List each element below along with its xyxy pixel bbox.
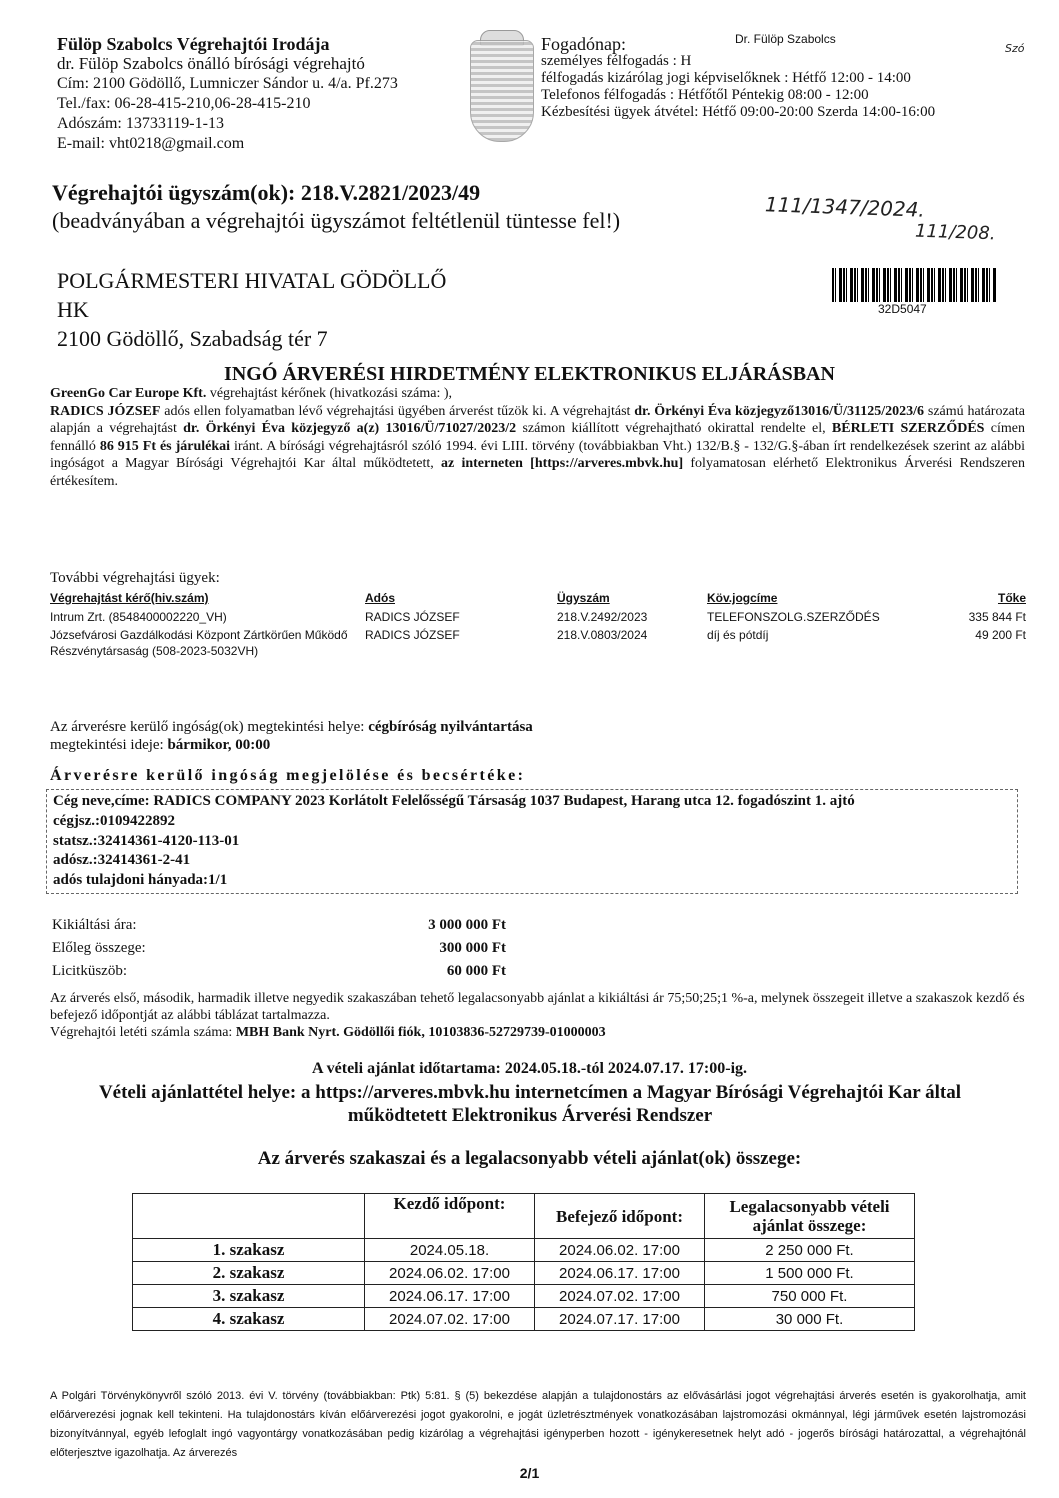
recipient-line2: HK [57,297,89,322]
intro-paragraph [50,385,1025,490]
stages-table [132,1193,915,1331]
item-registration-number: cégjsz.:0109422892 [53,813,176,829]
office-phone: Tel./fax: 06-28-415-210,06-28-415-210 [57,95,311,112]
price-value: 60 000 Ft [446,963,506,979]
header-case-number: Ügyszám [557,591,610,605]
stage-name: 2. szakasz [133,1262,365,1285]
header-creditor: Végrehajtást kérő(hiv.szám) [50,591,209,605]
table-row [133,1262,915,1285]
price-value: 300 000 Ft [439,940,506,956]
table-row [133,1239,915,1262]
stage-end: 2024.06.17. 17:00 [535,1262,705,1285]
auction-website: az interneten [https://arveres.mbvk.hu] [441,456,684,471]
header-start: Kezdő időpont: [365,1194,535,1239]
cell-creditor: Intrum Zrt. (8548400002220_VH) [50,610,227,624]
barcode-icon [832,268,997,302]
intro-text-3: számú határozata alapján a végrehajtást [50,403,1025,436]
stage-minimum-offer: 1 500 000 Ft. [705,1262,915,1285]
header-legal-basis: Köv.jogcíme [707,591,778,605]
viewing-time: bármikor, 00:00 [167,737,271,753]
stage-start: 2024.07.02. 17:00 [365,1308,535,1331]
creditor-name: GreenGo Car Europe Kft. [50,386,207,401]
item-description-box [46,789,1018,894]
barcode-number: 32D5047 [878,302,927,316]
reception-legal: félfogadás kizárólag jogi képviselőknek : Hétfő 12:00 - 14:00 [541,70,911,86]
office-tax-number: Adószám: 13733119-1-13 [57,115,224,132]
stage-minimum-offer: 750 000 Ft. [705,1285,915,1308]
intro-text-5: címen fennálló [50,421,1025,454]
header-debtor: Adós [365,591,395,605]
viewing-place-label: Az árverésre kerülő ingóság(ok) megtekintési helye: [50,719,369,735]
other-cases-header [50,591,1026,609]
debtor-name: RADICS JÓZSEF [50,403,161,419]
cell-capital: 335 844 Ft [968,610,1026,624]
stages-title: Az árverés szakaszai és a legalacsonyabb vételi ajánlat(ok) összege: [257,1148,802,1169]
intro-text-7: folyamatosan elérhető Elektronikus Árverési Rendszeren értékesítem. [50,456,1025,489]
table-row [50,627,1026,661]
item-company: Cég neve,címe: RADICS COMPANY 2023 Korlátolt Felelősségű Társaság 1037 Budapest, Harang utca 12. fogadószint 1. ajtó [53,793,855,809]
item-tax-number: adósz.:32414361-2-41 [53,852,191,868]
case-number-note: (beadványában a végrehajtói ügyszámot feltétlenül tüntesse fel!) [52,208,621,233]
stage-name: 4. szakasz [133,1308,365,1331]
offer-duration: A vételi ajánlat időtartama: 2024.05.18.-tól 2024.07.17. 17:00-ig. [311,1060,748,1077]
notary-decision-2: dr. Örkényi Éva közjegyző a(z) 13016/Ü/71027/2023/2 [183,421,517,436]
auction-notes [50,990,1030,1041]
intro-text-1: végrehajtást kérőnek (hivatkozási száma: ), [206,386,453,401]
stage-minimum-offer: 30 000 Ft. [705,1308,915,1331]
cell-case-number: 218.V.2492/2023 [557,610,648,624]
other-cases-title: További végrehajtási ügyek: [50,570,220,586]
hungarian-coat-of-arms-icon [470,40,534,142]
header-capital: Tőke [997,591,1026,605]
claim-amount: 86 915 Ft és járulékai [99,438,231,454]
office-header [57,34,398,154]
account-label: Végrehajtói letéti számla száma: [50,1025,236,1040]
table-row [50,609,1026,627]
other-cases [50,570,1030,661]
reception-personal: személyes félfogadás : H [541,53,692,69]
price-label: Licitküszöb: [52,963,127,979]
cell-case-number: 218.V.0803/2024 [557,628,648,642]
stage-end: 2024.06.02. 17:00 [535,1239,705,1262]
viewing-time-label: megtekintési ideje: [50,737,168,753]
office-address: Cím: 2100 Gödöllő, Lumniczer Sándor u. 4/a. Pf.273 [57,75,398,92]
page-number: 2/1 [519,1465,540,1481]
reception-hours [541,36,935,121]
price-label: Kikiáltási ára: [52,917,137,933]
case-number: Végrehajtói ügyszám(ok): 218.V.2821/2023/49 [52,180,481,205]
escrow-account: MBH Bank Nyrt. Gödöllői fiók, 10103836-52729739-01000003 [235,1025,606,1040]
reception-title: Fogadónap: [541,34,626,54]
handwritten-registration-number: 111/1347/2024. [764,192,926,222]
price-value: 3 000 000 Ft [428,917,506,933]
office-name: Fülöp Szabolcs Végrehajtói Irodája [57,34,330,54]
header-minimum-offer: Legalacsonyabb vételi ajánlat összege: [705,1194,915,1239]
reception-delivery: Kézbesítési ügyek átvétel: Hétfő 09:00-20:00 Szerda 14:00-16:00 [541,104,936,120]
item-statistical-number: statsz.:32414361-4120-113-01 [53,833,240,849]
other-cases-table [50,591,1026,661]
contract-type: BÉRLETI SZERZŐDÉS [831,421,985,436]
stage-minimum-offer: 2 250 000 Ft. [705,1239,915,1262]
legal-notice: A Polgári Törvénykönyvről szóló 2013. évi V. törvény (továbbiakban: Ptk) 5:81. § (5) bekezdése alapján a tulajdonostárs az elővásárlási jogot végrehajtási árverés esetén is gyakorolhatja, amit előárverezési jognak kell tekinteni. Ha tulajdonostárs kíván előárverezési jogot gyakorolni, e jogát üzletrésztmények vonatkozásában lajstromozási okmánnyal, légi járművek esetén lajstromozási bizonyítvánnyal, egyéb lefoglalt ingó vagyontárgy vonatkozásában pedig kizárólag a végrehajtási igényperben hozott - igénykeresetnek helyt adó - jogerős bírósági határozattal, a végrehajtónál előterjesztve igazolhatja. Az árverezés [50,1390,1026,1459]
signature-stamp: Dr. Fülöp Szabolcs [735,32,836,46]
stage-start: 2024.06.02. 17:00 [365,1262,535,1285]
officer-name: dr. Fülöp Szabolcs önálló bírósági végrehajtó [57,54,365,73]
handwritten-corner-signature: Szó [1005,42,1025,55]
item-ownership-share: adós tulajdoni hányada:1/1 [53,872,228,888]
cell-debtor: RADICS JÓZSEF [365,628,460,642]
office-email: E-mail: vht0218@gmail.com [57,135,245,152]
cell-debtor: RADICS JÓZSEF [365,610,460,624]
intro-text-2: adós ellen folyamatban lévő végrehajtási ügyében árverést tűzök ki. A végrehajtást [160,403,635,419]
item-heading: Árverésre kerülő ingóság megjelölése és becsértéke: [50,767,526,784]
stage-explanation: Az árverés első, második, harmadik illetve negyedik szakaszában tehető legalacsonyabb ajánlat a kikiáltási ár 75;50;25;1 %-a, melynek összegeit illetve a szakaszok kezdő és befejező időpontját az alábbi táblázat tartalmazza. [50,991,1025,1023]
stage-start: 2024.06.17. 17:00 [365,1285,535,1308]
recipient-name: POLGÁRMESTERI HIVATAL GÖDÖLLŐ [57,268,447,293]
intro-text-4: számon kiállított végrehajtható okirattal rendelte el, [516,421,832,436]
cell-legal-basis: díj és pótdíj [707,628,769,642]
price-list [52,917,522,986]
price-label: Előleg összege: [52,940,146,956]
table-row [133,1285,915,1308]
header-end: Befejező időpont: [535,1194,705,1239]
stage-start: 2024.05.18. [365,1239,535,1262]
document-title: INGÓ ÁRVERÉSI HIRDETMÉNY ELEKTRONIKUS ELJÁRÁSBAN [224,363,835,385]
header-stage [133,1194,365,1239]
cell-legal-basis: TELEFONSZOLG.SZERZŐDÉS [707,610,880,624]
viewing-info [50,718,533,754]
price-row [52,963,522,986]
stage-name: 1. szakasz [133,1239,365,1262]
recipient-block [57,266,446,353]
offer-place: Vételi ajánlattétel helye: a https://arveres.mbvk.hu internetcímen a Magyar Bírósági Végrehajtói Kar által működtetett Elektronikus Árverési Rendszer [98,1082,962,1126]
stage-end: 2024.07.17. 17:00 [535,1308,705,1331]
handwritten-registration-suffix: 111/208. [914,220,996,245]
price-row [52,917,522,940]
viewing-place: cégbíróság nyilvántartása [368,719,533,735]
price-row [52,940,522,963]
stages-header [133,1194,915,1239]
reception-phone: Telefonos félfogadás : Hétfőtől Péntekig 08:00 - 12:00 [541,87,869,103]
table-row [133,1308,915,1331]
stage-name: 3. szakasz [133,1285,365,1308]
cell-creditor: Józsefvárosi Gazdálkodási Központ Zártkörűen Működő Részvénytársaság (508-2023-5032VH) [50,628,348,658]
notary-decision-1: dr. Örkényi Éva közjegyző13016/Ü/31125/2023/6 [634,403,925,419]
recipient-address: 2100 Gödöllő, Szabadság tér 7 [57,326,328,351]
cell-capital: 49 200 Ft [975,628,1026,642]
intro-text-6: iránt. A bírósági végrehajtásról szóló 1994. évi LIII. törvény (továbbiakban Vht.) 132/B.§ - 132/G.§-ában írt rendelkezések szerint az alábbi ingóságot a Magyar Bírósági Végrehajtói Kar által működtetett, [50,438,1026,471]
stage-end: 2024.07.02. 17:00 [535,1285,705,1308]
